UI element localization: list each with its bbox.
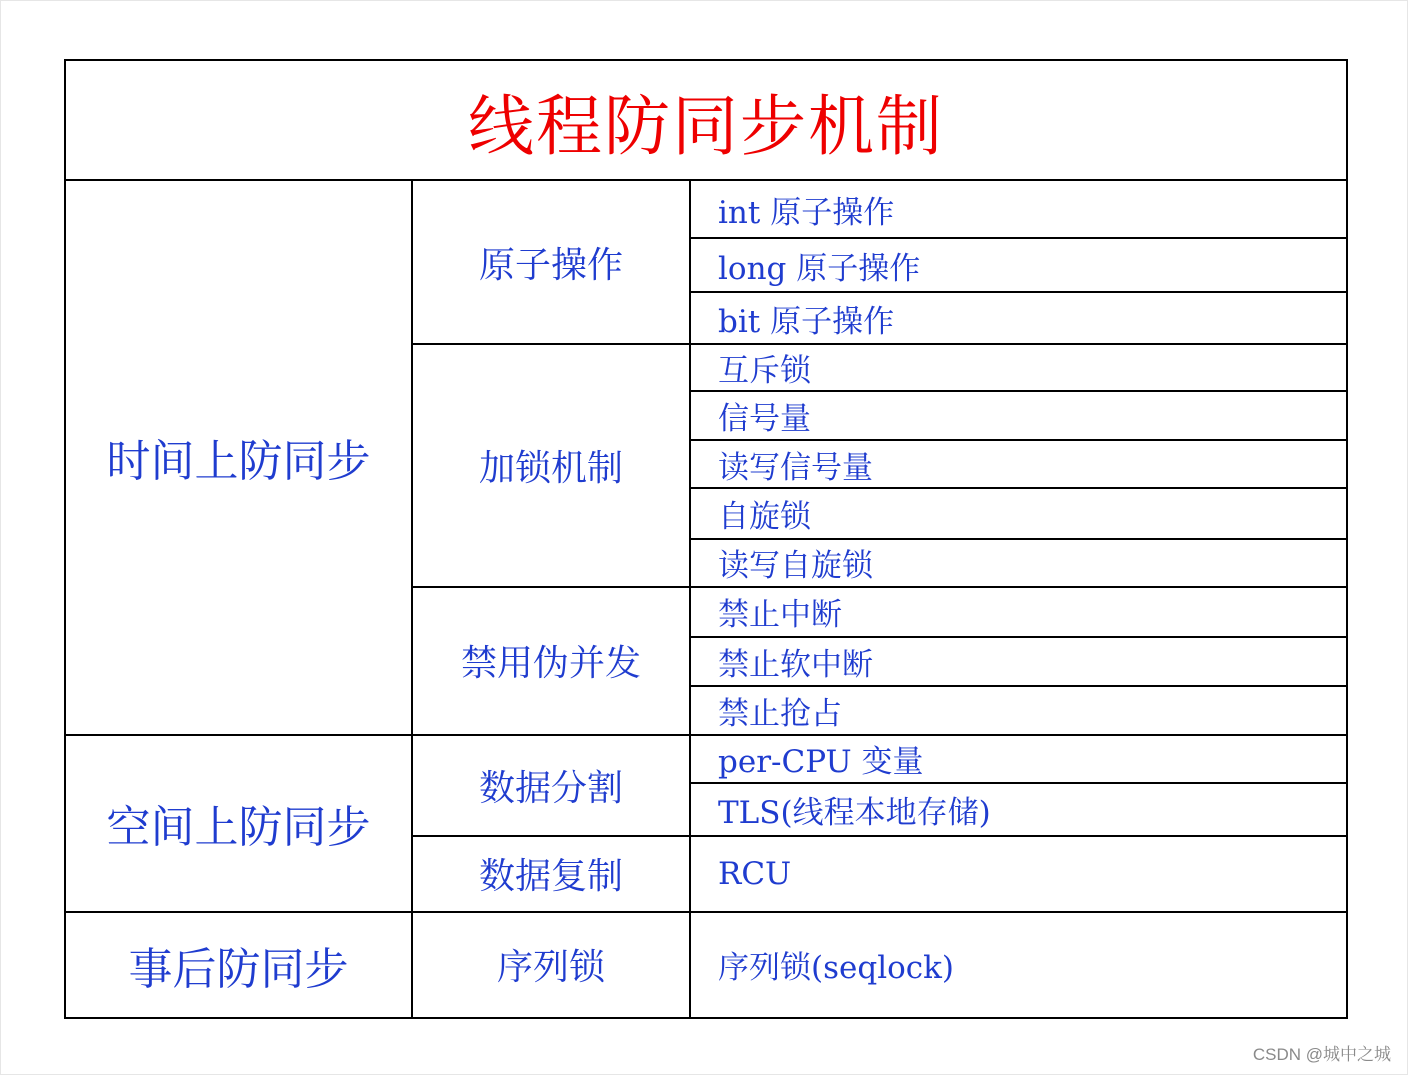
category-space: 空间上防同步 (65, 735, 412, 912)
category-after: 事后防同步 (65, 912, 412, 1018)
watermark: CSDN @城中之城 (1252, 1045, 1391, 1064)
item-int-atomic: int 原子操作 (690, 180, 1347, 238)
sync-mechanism-table (64, 59, 1348, 1019)
table-title: 线程防同步机制 (65, 60, 1347, 180)
group-disable-pseudo-concurrency: 禁用伪并发 (412, 587, 690, 735)
group-locking: 加锁机制 (412, 344, 690, 586)
item-mutex: 互斥锁 (690, 344, 1347, 391)
item-disable-preempt: 禁止抢占 (690, 686, 1347, 735)
item-per-cpu: per-CPU 变量 (690, 735, 1347, 783)
group-seqlock: 序列锁 (412, 912, 690, 1018)
category-time: 时间上防同步 (65, 180, 412, 735)
group-atomic-ops: 原子操作 (412, 180, 690, 344)
item-rcu: RCU (690, 836, 1347, 912)
item-spinlock: 自旋锁 (690, 488, 1347, 539)
item-rw-spinlock: 读写自旋锁 (690, 539, 1347, 586)
item-rw-semaphore: 读写信号量 (690, 440, 1347, 488)
item-tls: TLS(线程本地存储) (690, 783, 1347, 836)
item-semaphore: 信号量 (690, 391, 1347, 440)
item-bit-atomic: bit 原子操作 (690, 292, 1347, 344)
item-seqlock: 序列锁(seqlock) (690, 912, 1347, 1018)
item-disable-softirq: 禁止软中断 (690, 637, 1347, 686)
item-long-atomic: long 原子操作 (690, 238, 1347, 292)
item-disable-irq: 禁止中断 (690, 587, 1347, 637)
group-data-partition: 数据分割 (412, 735, 690, 836)
group-data-replication: 数据复制 (412, 836, 690, 912)
